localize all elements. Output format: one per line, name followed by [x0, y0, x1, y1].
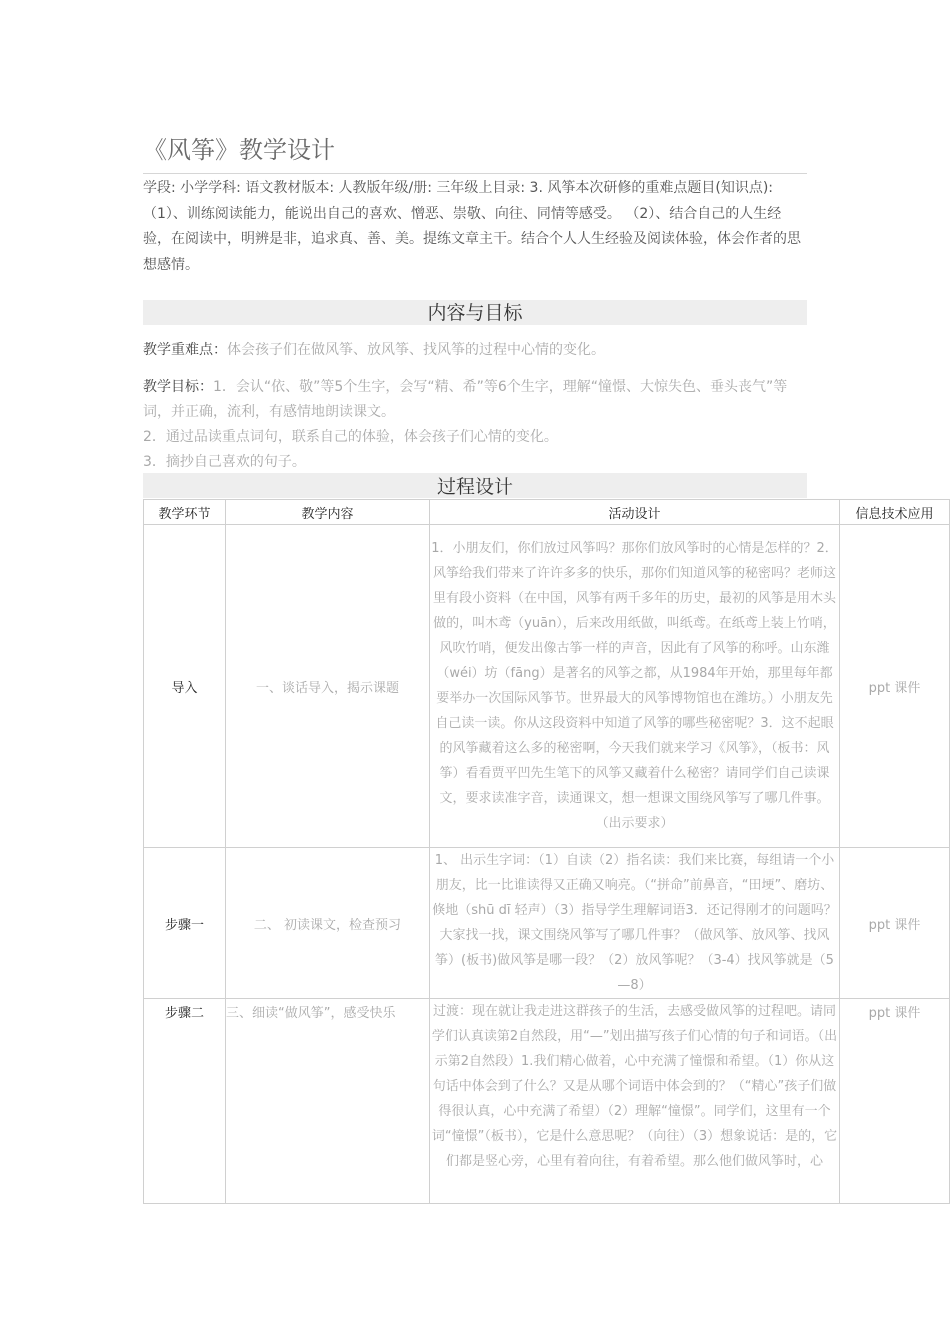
section-heading-process: 过程设计	[143, 473, 807, 498]
table-header-row	[144, 500, 950, 525]
column-header: 教学环节	[144, 500, 226, 525]
stage-cell: 导入	[144, 525, 226, 848]
teaching-goals	[143, 375, 807, 475]
teaching-difficulty	[143, 338, 807, 363]
difficulty-text: 体会孩子们在做风筝、放风筝、找风筝的过程中心情的变化。	[227, 342, 605, 358]
table-row	[144, 999, 950, 1204]
stage-cell: 步骤一	[144, 848, 226, 999]
content-cell: 二、 初读课文，检查预习	[226, 848, 430, 999]
page-title: 《风筝》教学设计	[143, 133, 807, 174]
difficulty-label: 教学重难点：	[143, 342, 227, 358]
goals-label: 教学目标：	[143, 379, 213, 395]
tech-cell: ppt 课件	[840, 999, 950, 1204]
process-table	[143, 499, 950, 1204]
activity-cell: 过渡：现在就让我走进这群孩子的生活，去感受做风筝的过程吧。请同学们认真读第2自然段，用“—”划出描写孩子们心情的句子和词语。（出示第2自然段）1.我们精心做着，心中充满了憧憬和希望。（1）你从这句话中体会到了什么？又是从哪个词语中体会到的？（“精心”孩子们做得很认真，心中充满了希望）（2）理解“憧憬”。同学们，这里有一个词“憧憬”（板书），它是什么意思呢？（向往）（3）想象说话：是的，它们都是竖心旁，心里有着向往，有着希望。那么他们做风筝时，心	[430, 999, 840, 1204]
tech-cell: ppt 课件	[840, 525, 950, 848]
activity-cell: 1、 出示生字词：（1）自读（2）指名读：我们来比赛，每组请一个小朋友，比一比谁读得又正确又响亮。（“拼命”前鼻音，“田埂”、磨坊、倏地（shū dī 轻声）（3）指导学生理解词语3．还记得刚才的问题吗？大家找一找，课文围绕风筝写了哪几件事？（做风筝、放风筝、找风筝）(板书)做风筝是哪一段？（2）放风筝呢？（3-4）找风筝就是（5—8）	[430, 848, 840, 999]
column-header: 教学内容	[226, 500, 430, 525]
stage-cell: 步骤二	[144, 999, 226, 1204]
activity-cell: 1．小朋友们，你们放过风筝吗？那你们放风筝时的心情是怎样的？2．风筝给我们带来了许许多多的快乐，那你们知道风筝的秘密吗？老师这里有段小资料（在中国，风筝有两千多年的历史，最初的风筝是用木头做的，叫木鸢（yuān），后来改用纸做，叫纸鸢。在纸鸢上装上竹哨，风吹竹哨，便发出像古筝一样的声音，因此有了风筝的称呼。山东潍（wéi）坊（fāng）是著名的风筝之都，从1984年开始，那里每年都要举办一次国际风筝节。世界最大的风筝博物馆也在潍坊。）小朋友先自己读一读。你从这段资料中知道了风筝的哪些秘密呢？3．这不起眼的风筝藏着这么多的秘密啊，今天我们就来学习《风筝》，（板书：风筝）看看贾平凹先生笔下的风筝又藏着什么秘密？请同学们自己读课文，要求读准字音，读通课文，想一想课文围绕风筝写了哪几件事。（出示要求）	[430, 525, 840, 848]
content-cell: 一、谈话导入，揭示课题	[226, 525, 430, 848]
goal-2: 2．通过品读重点词句，联系自己的体验，体会孩子们心情的变化。	[143, 429, 558, 445]
tech-cell: ppt 课件	[840, 848, 950, 999]
column-header: 信息技术应用	[840, 500, 950, 525]
column-header: 活动设计	[430, 500, 840, 525]
subject-meta: 学段: 小学学科: 语文教材版本: 人教版年级/册: 三年级上目录: 3. 风筝本次研修的重难点题目(知识点): （1）、训练阅读能力，能说出自己的喜欢、憎恶、崇敬、向往、同情等感受。 （2）、结合自己的人生经验，在阅读中，明辨是非，追求真、善、美。提练文章主干。结合个人人生经验及阅读体验，体会作者的思想感情。	[143, 180, 801, 273]
content-cell: 三、细读“做风筝”，感受快乐	[226, 999, 430, 1204]
goal-3: 3．摘抄自己喜欢的句子。	[143, 454, 306, 470]
section-heading-goals: 内容与目标	[143, 300, 807, 325]
table-row	[144, 525, 950, 848]
table-row	[144, 848, 950, 999]
goal-1: 1．会认“依、敬”等5个生字，会写“精、希”等6个生字，理解“憧憬、大惊失色、垂头丧气”等词，并正确，流利，有感情地朗读课文。	[143, 379, 788, 420]
